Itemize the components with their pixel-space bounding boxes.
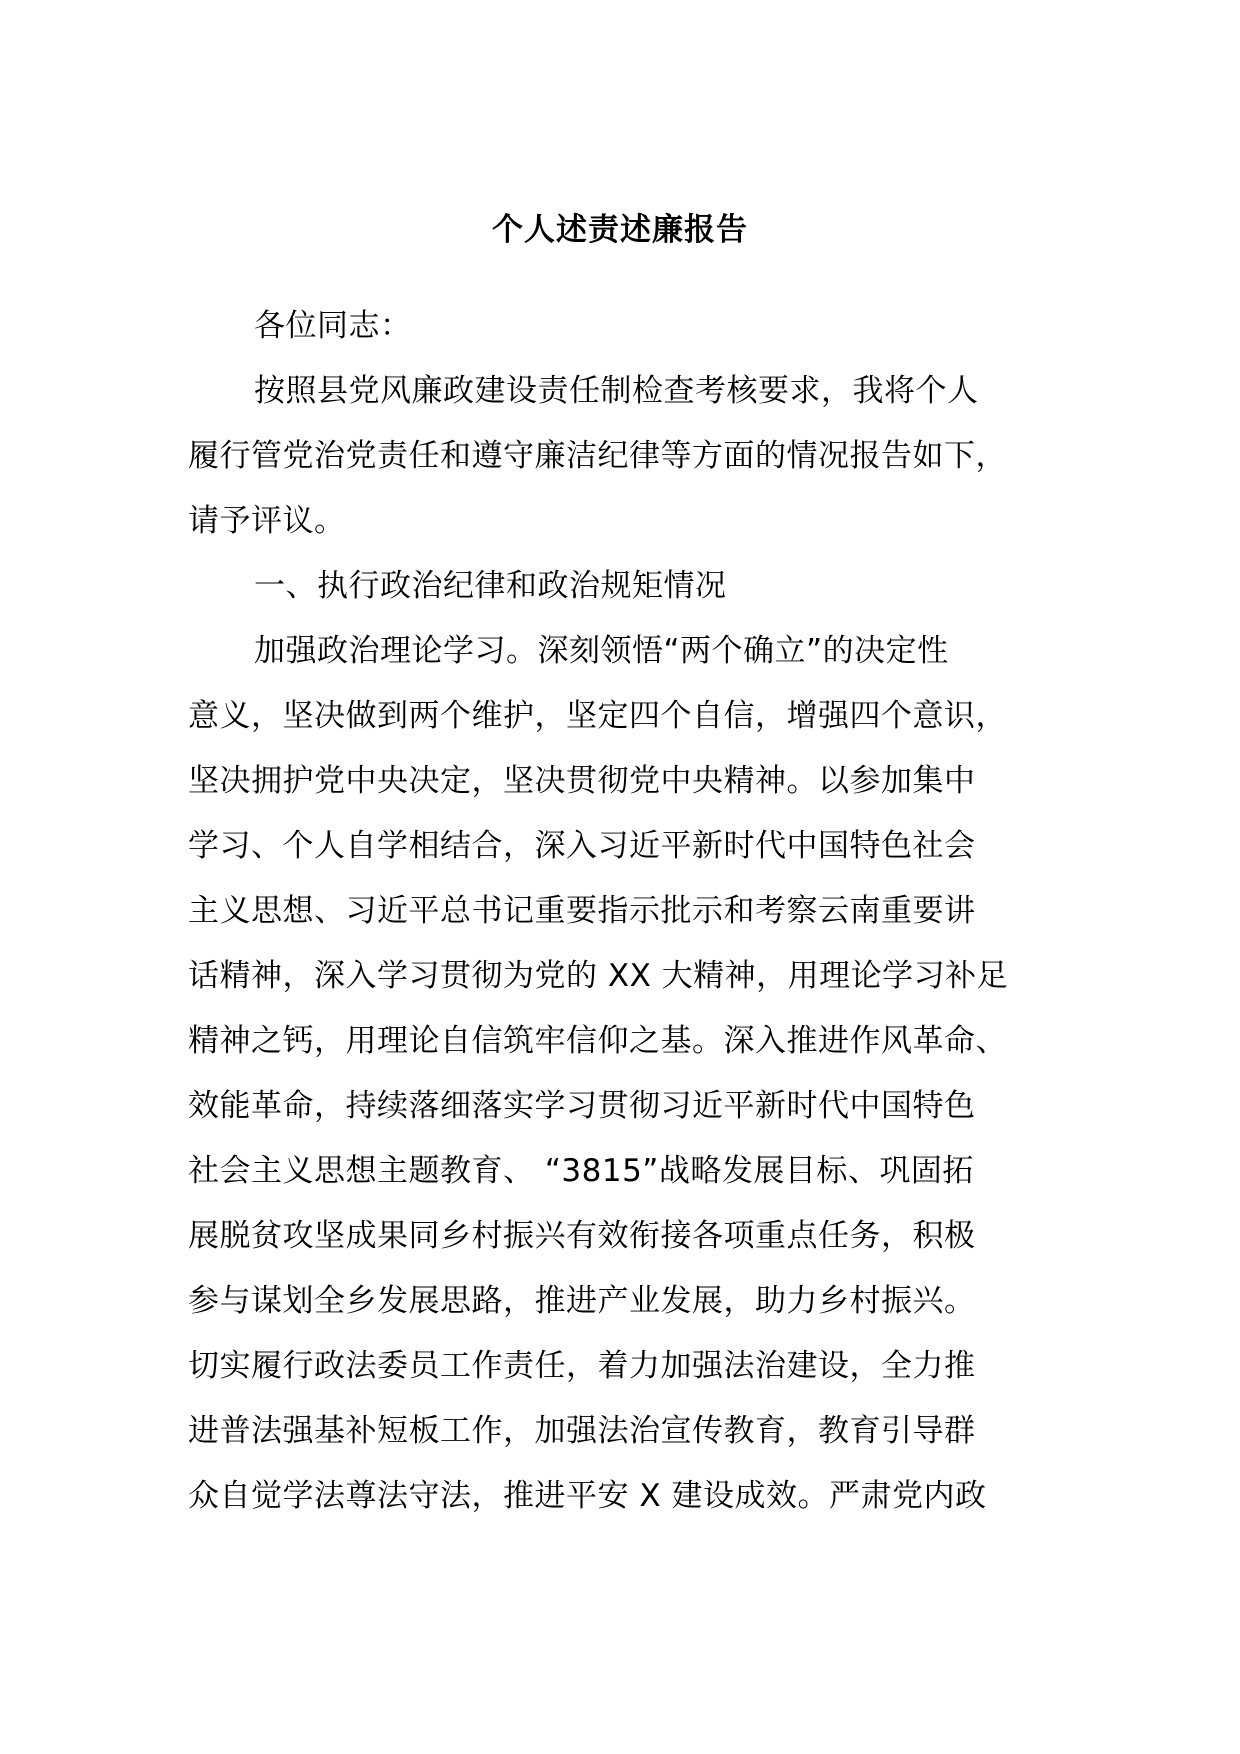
text-line: 加强政治理论学习。深刻领悟“两个确立”的决定性 <box>254 633 949 669</box>
text-line: 社会主义思想主题教育、 “3815”战略发展目标、巩固拓 <box>188 1153 974 1189</box>
text-line: 主义思想、习近平总书记重要指示批示和考察云南重要讲 <box>188 893 976 929</box>
text-line: 各位同志： <box>254 308 412 344</box>
text-line: 学习、个人自学相结合，深入习近平新时代中国特色社会 <box>188 828 976 864</box>
section-heading: 一、执行政治纪律和政治规矩情况 <box>254 568 727 604</box>
text-line: 意义，坚决做到两个维护，坚定四个自信，增强四个意识， <box>188 698 1007 734</box>
text-line: 请予评议。 <box>188 503 346 539</box>
document-title: 个人述责述廉报告 <box>492 212 748 248</box>
text-line: 坚决拥护党中央决定，坚决贯彻党中央精神。以参加集中 <box>188 763 976 799</box>
text-line: 参与谋划全乡发展思路，推进产业发展，助力乡村振兴。 <box>188 1283 976 1319</box>
text-line: 精神之钙，用理论自信筑牢信仰之基。深入推进作风革命、 <box>188 1023 1007 1059</box>
text-line: 展脱贫攻坚成果同乡村振兴有效衔接各项重点任务，积极 <box>188 1218 976 1254</box>
document-body <box>188 294 1058 1529</box>
text-line: 众自觉学法尊法守法，推进平安 X 建设成效。严肃党内政 <box>188 1478 987 1514</box>
text-line: 履行管党治党责任和遵守廉洁纪律等方面的情况报告如下， <box>188 438 1007 474</box>
text-line: 效能革命，持续落细落实学习贯彻习近平新时代中国特色 <box>188 1088 976 1124</box>
text-line: 按照县党风廉政建设责任制检查考核要求，我将个人 <box>254 373 979 409</box>
text-line: 切实履行政法委员工作责任，着力加强法治建设，全力推 <box>188 1348 976 1384</box>
text-line: 话精神，深入学习贯彻为党的 XX 大精神，用理论学习补足 <box>188 958 1009 994</box>
text-line: 进普法强基补短板工作，加强法治宣传教育，教育引导群 <box>188 1413 976 1449</box>
